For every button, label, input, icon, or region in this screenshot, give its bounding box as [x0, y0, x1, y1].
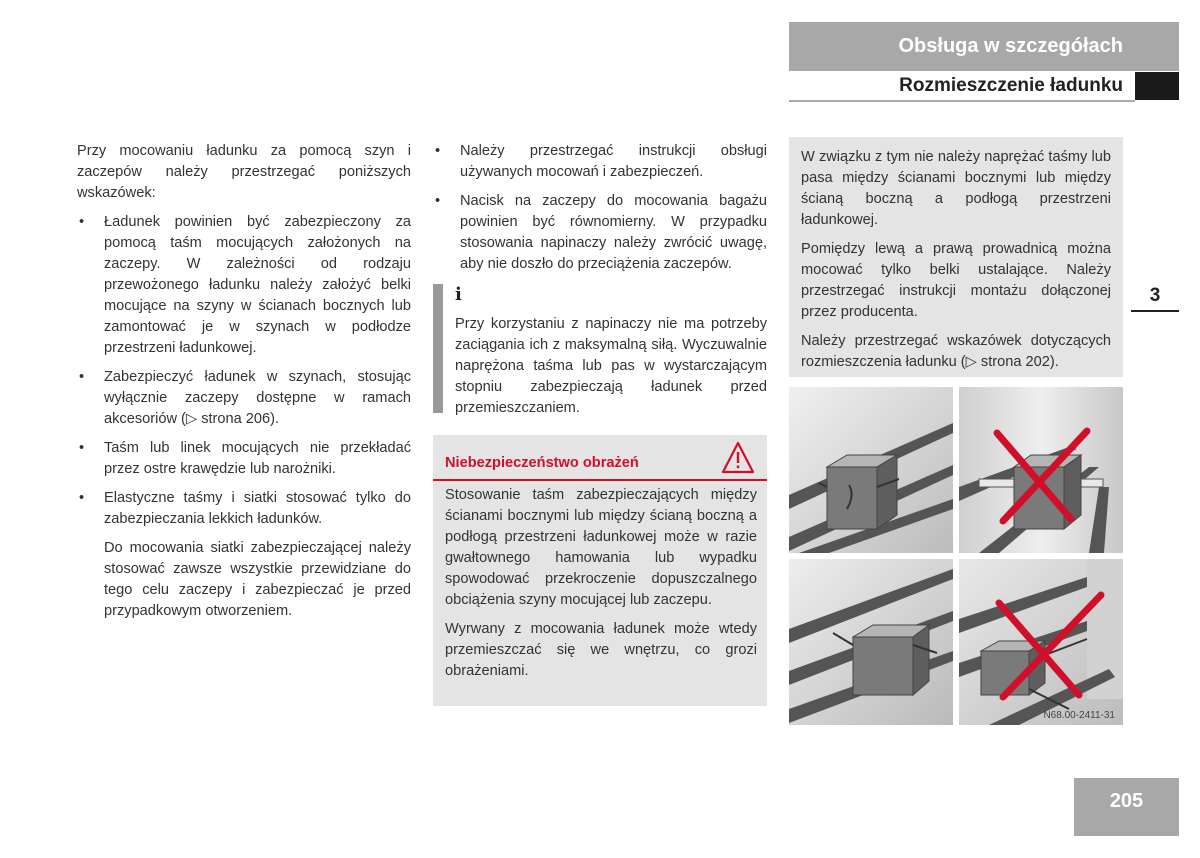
bullet-list-left	[77, 212, 411, 530]
figure-code: N68.00-2411-31	[1043, 710, 1115, 721]
illustration-correct-side	[789, 559, 953, 725]
info-icon: i	[455, 284, 462, 305]
warning-header	[433, 435, 767, 481]
intro-paragraph: Przy mocowaniu ładunku za pomocą szyn i zaczepów należy przestrzegać poniższych wskazówek:	[77, 143, 411, 201]
warning-box	[433, 435, 767, 706]
subsection-title: Rozmieszczenie ładunku	[899, 75, 1123, 96]
list-item: • Taśm lub linek mocujących nie przekładać przez ostre krawędzie lub narożniki.	[77, 438, 411, 480]
note-paragraph: Pomiędzy lewą a prawą prowadnicą można mocować tylko belki ustalające. Należy przestrzegać instrukcji montażu dołączonej przez producenta.	[801, 241, 1111, 320]
warning-paragraph: Wyrwany z mocowania ładunek może wtedy przemieszczać się we wnętrzu, co grozi obrażeniami.	[445, 621, 757, 679]
info-note	[433, 284, 767, 416]
info-text: Przy korzystaniu z napinaczy nie ma potrzeby zaciągania ich z maksymalną siłą. Wyczuwalnie naprężona taśma lub pas w wystarczającym stopniu zabezpieczają ładunek przed przemieszczaniem.	[455, 316, 767, 416]
page-number-box	[1074, 778, 1179, 836]
page-number: 205	[1109, 790, 1144, 812]
warning-body	[445, 485, 757, 690]
note-paragraph: Należy przestrzegać wskazówek dotyczących rozmieszczenia ładunku (▷ strona 202).	[801, 333, 1111, 370]
list-item: • Zabezpieczyć ładunek w szynach, stosując wyłącznie zaczepy dostępne w ramach akcesoriów (▷ strona 206).	[77, 367, 411, 430]
illustration-correct-floor	[789, 387, 953, 553]
list-item: • Elastyczne taśmy i siatki stosować tylko do zabezpieczania lekkich ładunków.	[77, 488, 411, 530]
illustration-wrong-walls	[959, 387, 1123, 553]
list-item: • Należy przestrzegać instrukcji obsługi używanych mocowań i zabezpieczeń.	[433, 141, 767, 183]
chapter-number: 3	[1149, 285, 1161, 306]
bullet-list-middle	[433, 141, 767, 275]
continuation-paragraph: Do mocowania siatki zabezpieczającej należy stosować zawsze wszystkie przewidziane do tego celu zaczepy i zabezpieczać je przed przypadkowym otworzeniem.	[104, 540, 411, 619]
section-title: Obsługa w szczegółach	[898, 35, 1123, 57]
warning-triangle-icon	[721, 441, 755, 475]
illustration-wrong-wall-floor	[959, 559, 1123, 725]
warning-paragraph: Stosowanie taśm zabezpieczających między ścianami bocznymi lub między ścianą boczną a podłogą przestrzeni ładunkowej może w razie gwałtownego hamowania lub wypadku spowodować przekroczenie dopuszczalnego obciążenia szyny mocującej lub zaczepu.	[445, 487, 757, 608]
column-middle	[433, 141, 767, 283]
chapter-tab	[1131, 282, 1179, 312]
warning-title: Niebezpieczeństwo obrażeń	[445, 455, 639, 471]
column-left	[77, 141, 411, 630]
note-paragraph: W związku z tym nie należy naprężać taśmy lub pasa między ścianami bocznymi lub między ścianą boczną a podłogą przestrzeni ładunkowej.	[801, 149, 1111, 228]
continuation-note	[789, 137, 1123, 377]
header-marker	[1135, 72, 1179, 100]
list-item: • Ładunek powinien być zabezpieczony za pomocą taśm mocujących założonych na zaczepy. W zależności od rodzaju przewożonego ładunku należy założyć belki mocujące na szyny w ścianach bocznych lub zamontować je w szynach w podłodze przestrzeni ładunkowej.	[77, 212, 411, 359]
illustration-grid	[789, 387, 1123, 723]
section-header	[789, 22, 1179, 71]
list-item: • Nacisk na zaczepy do mocowania bagażu powinien być równomierny. W przypadku stosowania napinaczy należy zwrócić uwagę, aby nie doszło do przeciążenia zaczepów.	[433, 191, 767, 275]
subsection-header	[789, 72, 1135, 102]
